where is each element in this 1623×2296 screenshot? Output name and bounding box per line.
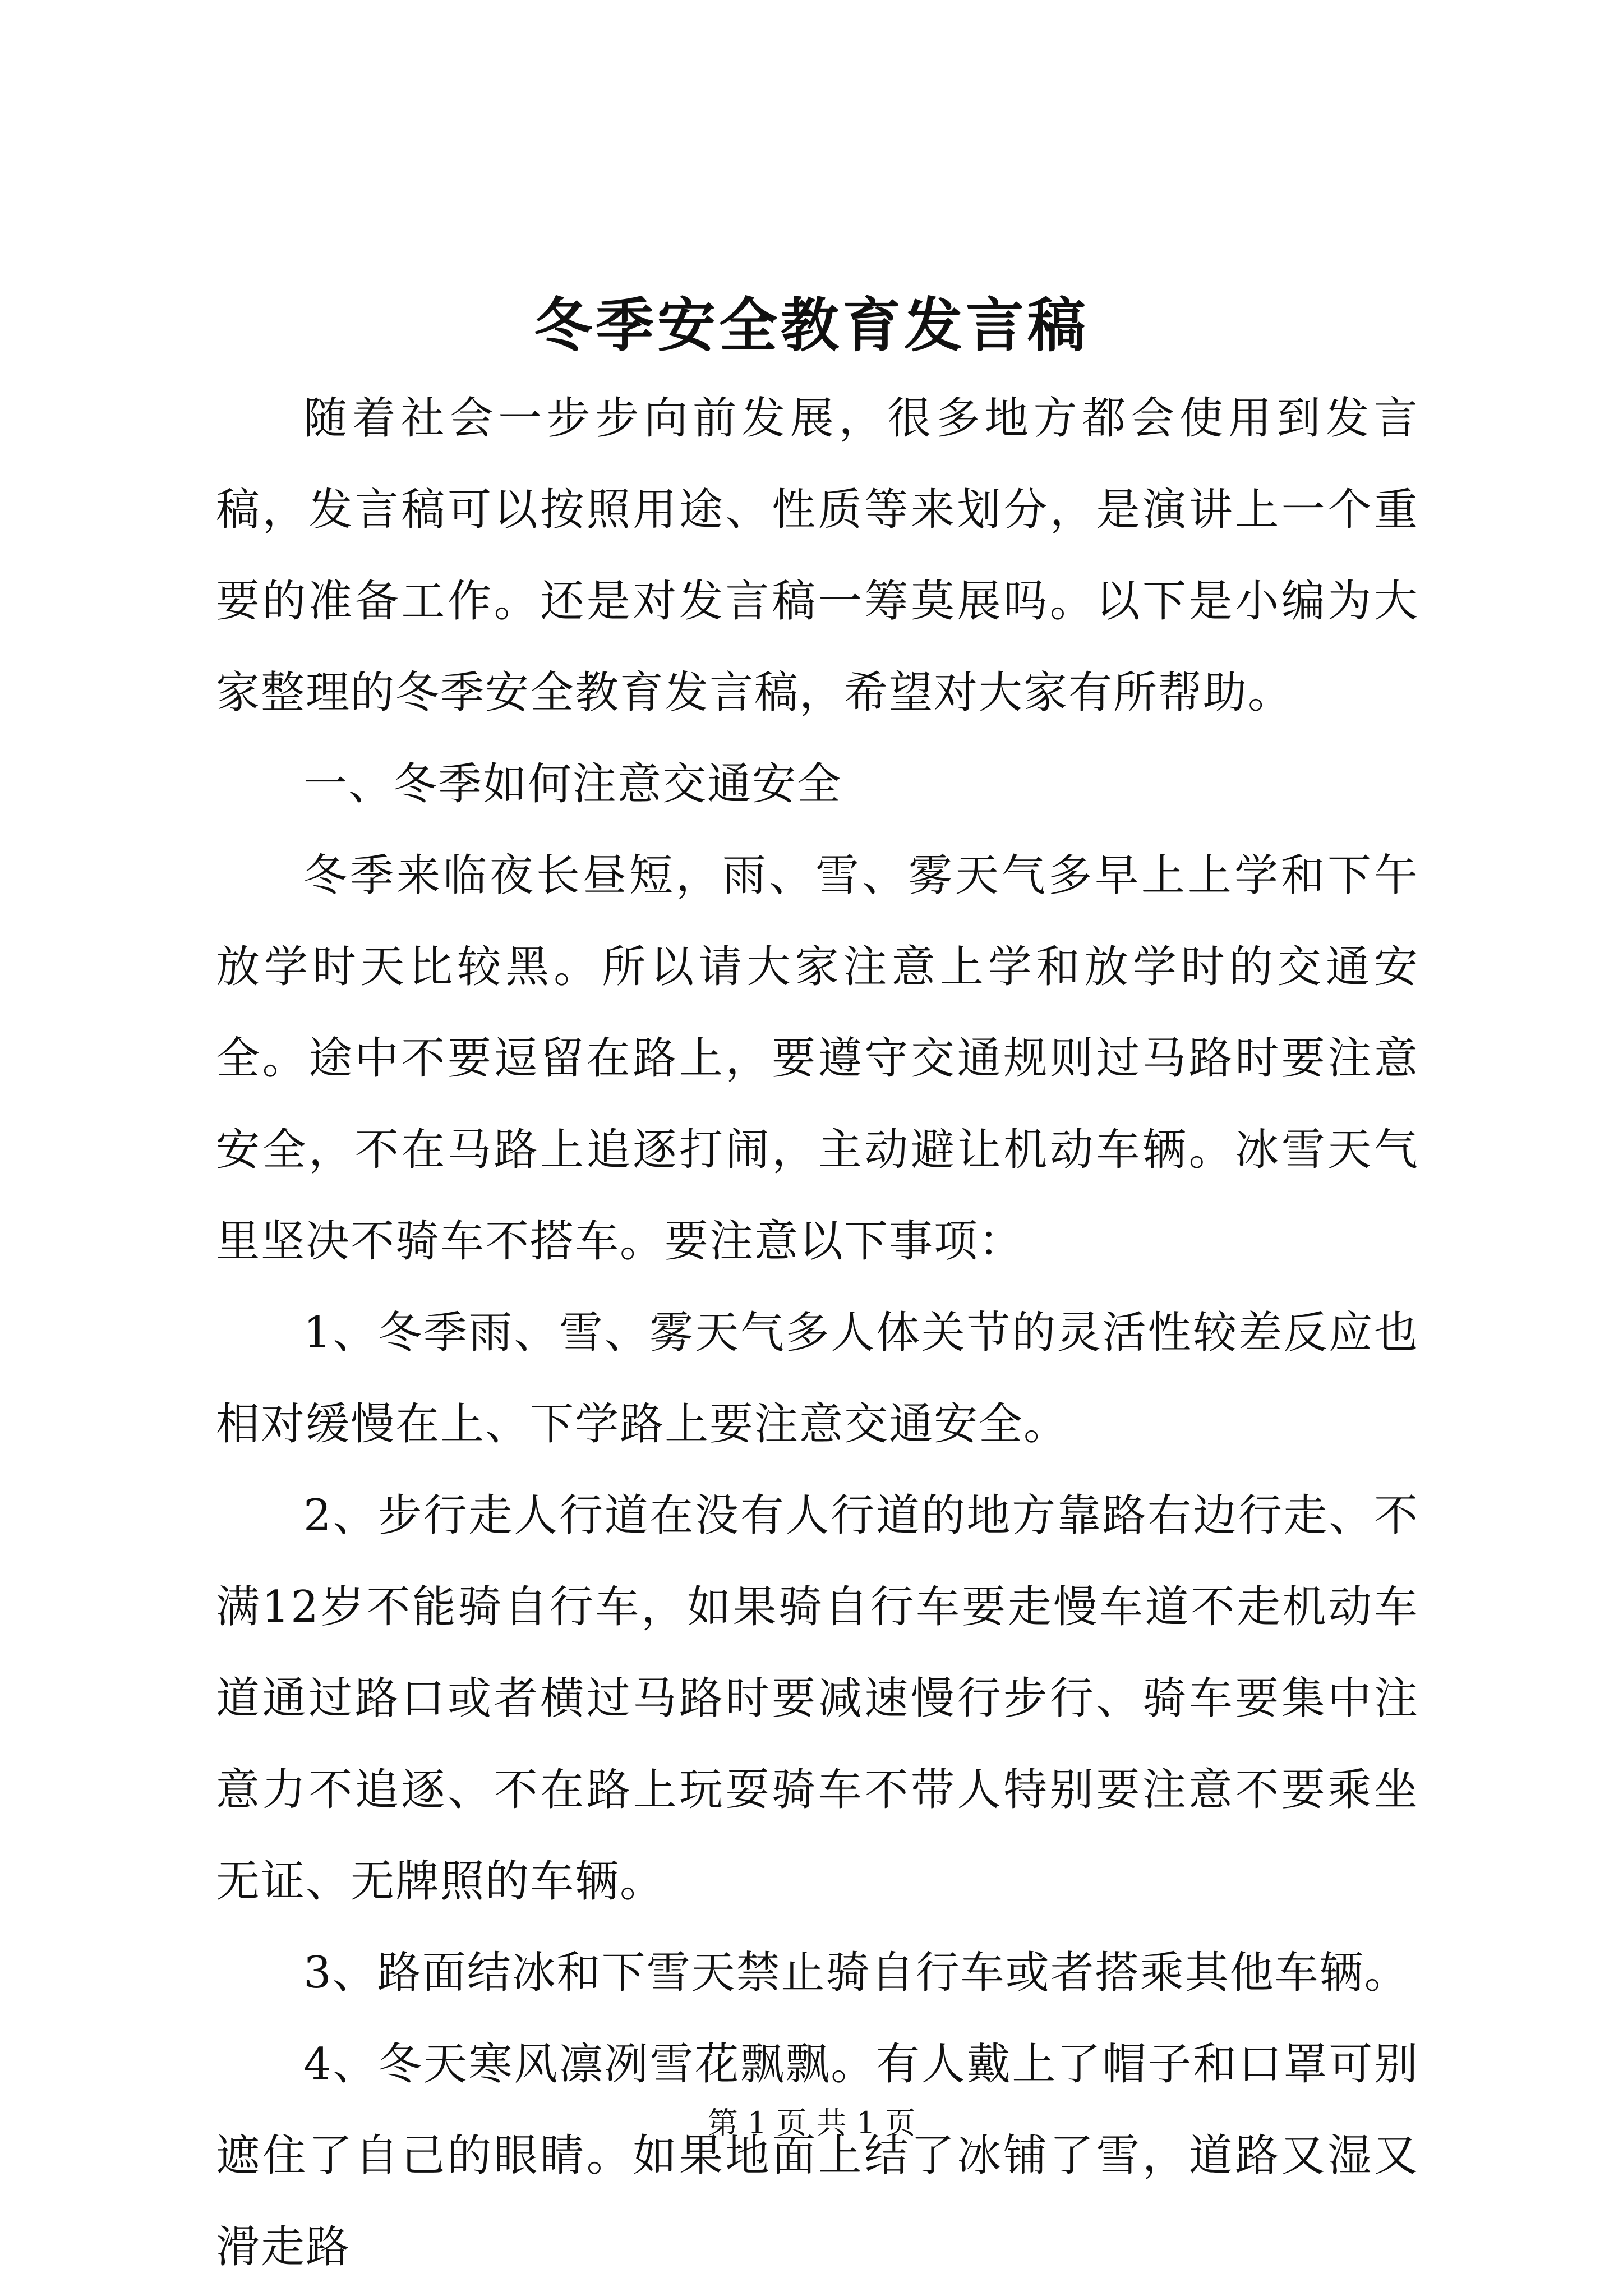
- section-heading: 一、冬季如何注意交通安全: [303, 759, 842, 809]
- document-body: [216, 373, 1419, 2293]
- document-title: 冬季安全教育发言稿: [533, 291, 1089, 360]
- body-paragraph: 冬季来临夜长昼短，雨、雪、雾天气多早上上学和下午放学时天比较黑。所以请大家注意上学和放学时的交通安全。途中不要逗留在路上，要遵守交通规则过马路时要注意安全，不在马路上追逐打闹，主动避让机动车辆。冰雪天气里坚决不骑车不搭车。要注意以下事项：: [216, 850, 1419, 1267]
- intro-paragraph: 随着社会一步步向前发展，很多地方都会使用到发言稿，发言稿可以按照用途、性质等来划分，是演讲上一个重要的准备工作。还是对发言稿一筹莫展吗。以下是小编为大家整理的冬季安全教育发言稿，希望对大家有所帮助。: [216, 393, 1419, 718]
- list-item: 2、步行走人行道在没有人行道的地方靠路右边行走、不满12岁不能骑自行车，如果骑自行车要走慢车道不走机动车道通过路口或者横过马路时要减速慢行步行、骑车要集中注意力不追逐、不在路上玩耍骑车不带人特别要注意不要乘坐无证、无牌照的车辆。: [216, 1490, 1419, 1907]
- list-item: 4、冬天寒风凛冽雪花飘飘。有人戴上了帽子和口罩可别遮住了自己的眼睛。如果地面上结了冰铺了雪，道路又湿又滑走路: [216, 2039, 1419, 2272]
- list-item: 3、路面结冰和下雪天禁止骑自行车或者搭乘其他车辆。: [303, 1948, 1409, 1998]
- list-item: 1、冬季雨、雪、雾天气多人体关节的灵活性较差反应也相对缓慢在上、下学路上要注意交通安全。: [216, 1308, 1419, 1450]
- page-footer: 第 1 页 共 1 页: [707, 2105, 916, 2141]
